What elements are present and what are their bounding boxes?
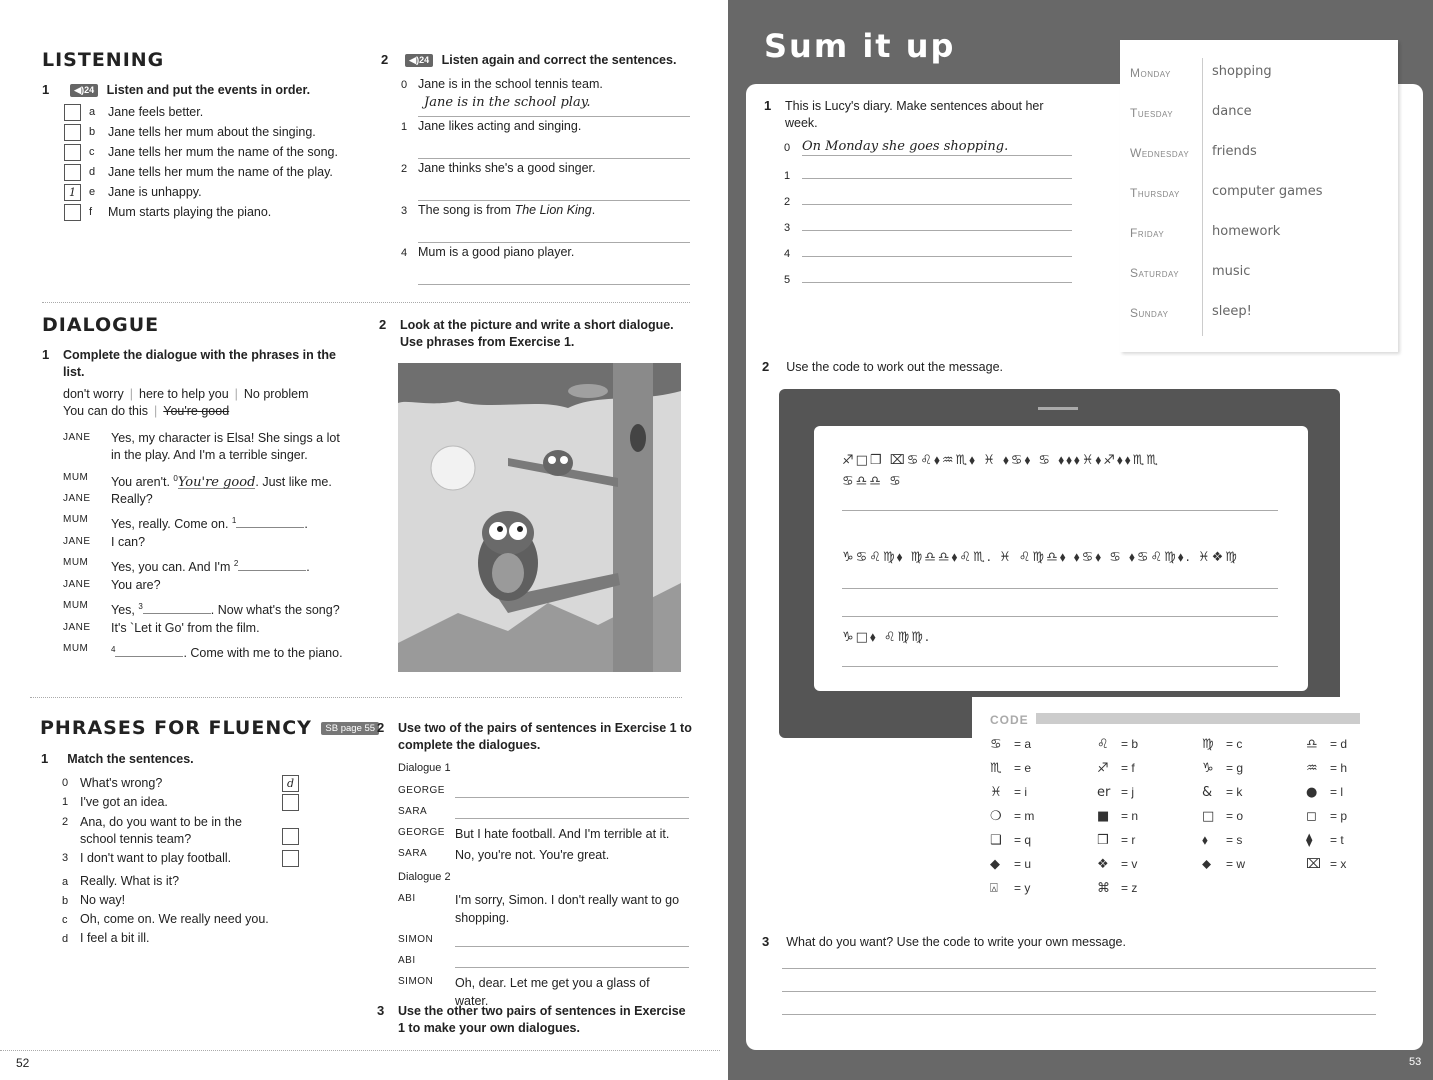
- item-letter: a: [89, 106, 96, 118]
- code-value: = z: [1121, 881, 1138, 895]
- example-answer-line[interactable]: On Monday she goes shopping.: [802, 139, 1072, 156]
- code-value: = a: [1014, 737, 1032, 751]
- match-answer-box[interactable]: d: [282, 775, 299, 792]
- item-number: 2: [784, 196, 791, 208]
- event-text: Jane is unhappy.: [108, 185, 202, 199]
- item-letter: b: [62, 895, 69, 907]
- item-letter: d: [89, 166, 96, 178]
- phrases-heading: PHRASES FOR FLUENCY: [40, 717, 312, 739]
- code-symbol-icon: ❖: [1097, 857, 1109, 872]
- code-value: = c: [1226, 737, 1243, 751]
- item-number: 0: [62, 777, 69, 789]
- sum-it-up-title: Sum it up: [764, 27, 956, 65]
- own-message-line[interactable]: [782, 991, 1376, 992]
- diary-divider: [1202, 58, 1203, 336]
- code-value: = k: [1226, 785, 1243, 799]
- code-symbol-icon: &: [1202, 785, 1213, 800]
- code-value: = r: [1121, 833, 1136, 847]
- tablet-screen: [814, 426, 1308, 691]
- order-checkbox[interactable]: [64, 124, 81, 141]
- code-entry: [990, 857, 1031, 872]
- diary-activity: music: [1212, 264, 1251, 279]
- speaker-label: ABI: [398, 893, 416, 904]
- dialogue-blank[interactable]: [238, 556, 306, 571]
- code-entry: [1306, 737, 1347, 752]
- speaker-label: JANE: [63, 579, 91, 590]
- event-text: Jane tells her mum the name of the song.: [108, 145, 338, 159]
- code-title: CODE: [990, 713, 1029, 727]
- item-number: 3: [62, 852, 69, 864]
- diary-activity: homework: [1212, 224, 1281, 239]
- code-value: = b: [1121, 737, 1139, 751]
- item-letter: c: [89, 146, 95, 158]
- speaker-label: GEORGE: [398, 785, 445, 796]
- diary-day: Wednesday: [1130, 146, 1190, 160]
- code-symbol-icon: ⌘: [1097, 881, 1110, 896]
- match-answer-box[interactable]: [282, 794, 299, 811]
- correction-line[interactable]: [418, 221, 690, 243]
- match-answer-box[interactable]: [282, 850, 299, 867]
- code-symbol-icon: ■: [1097, 809, 1110, 824]
- diary-activity: dance: [1212, 104, 1252, 119]
- item-number: 4: [784, 248, 791, 260]
- big-owl-icon: [478, 511, 538, 601]
- order-checkbox[interactable]: 1: [64, 184, 81, 201]
- dialogue-text: I'm sorry, Simon. I don't really want to go shopping.: [455, 893, 680, 925]
- correction-line[interactable]: [418, 179, 690, 201]
- tree-trunk: [613, 363, 653, 672]
- listening-ex1-instruction: 1 ◀)24 Listen and put the events in order.: [42, 82, 311, 97]
- code-value: = h: [1330, 761, 1348, 775]
- dialogue-text: It's `Let it Go' from the film.: [111, 621, 260, 635]
- speaker-label: MUM: [63, 557, 89, 568]
- page-number-left: 52: [16, 1056, 30, 1070]
- speaker-label: MUM: [63, 600, 89, 611]
- code-entry: [990, 761, 1031, 776]
- code-symbol-icon: ♓: [990, 785, 1002, 800]
- code-value: = u: [1014, 857, 1032, 871]
- correction-line[interactable]: Jane is in the school play.: [418, 95, 690, 117]
- audio-track-icon[interactable]: ◀)24: [405, 54, 433, 67]
- speaker-label: JANE: [63, 536, 91, 547]
- message-line-2: ♑♋♌♍⬧ ♍♎♎⬧♌♏. ♓ ♌♍♎⬧ ⬧♋⬧ ♋ ⬧♋♌♍⬧. ♓❖♍: [842, 550, 1239, 565]
- code-value: = n: [1121, 809, 1139, 823]
- code-symbol-icon: ♐: [1097, 761, 1109, 776]
- dialogue-ex1-instruction: 1 Complete the dialogue with the phrases in the list.: [42, 347, 336, 379]
- code-value: = w: [1226, 857, 1246, 871]
- footer-divider: [0, 1050, 720, 1051]
- code-entry: [1097, 857, 1137, 872]
- code-entry: [990, 809, 1034, 824]
- speaker-label: MUM: [63, 514, 89, 525]
- sun-icon: [431, 446, 475, 490]
- code-entry: [1097, 833, 1135, 848]
- dialogue-heading: DIALOGUE: [42, 314, 160, 336]
- code-symbol-icon: ♎: [1306, 737, 1318, 752]
- code-value: = o: [1226, 809, 1244, 823]
- dialogue-text: Yes, you can. And I'm $^2$ .: [111, 555, 351, 576]
- dialogue-text: $^4$ . Come with me to the piano.: [111, 641, 351, 662]
- speaker-label: MUM: [63, 643, 89, 654]
- item-letter: c: [62, 914, 68, 926]
- code-symbol-icon: ♌: [1097, 737, 1109, 752]
- dialogue-blank[interactable]: [143, 599, 211, 614]
- dialogue-text: You are?: [111, 578, 161, 592]
- dialogue-text: I can?: [111, 535, 146, 549]
- phrases-ex1-instruction: 1 Match the sentences.: [41, 751, 194, 766]
- order-checkbox[interactable]: [64, 204, 81, 221]
- code-value: = m: [1014, 809, 1035, 823]
- phrase-list: [63, 386, 309, 420]
- code-value: = v: [1121, 857, 1138, 871]
- dialogue-text: No, you're not. You're great.: [455, 848, 610, 862]
- code-value: = e: [1014, 761, 1032, 775]
- code-key: [972, 697, 1382, 909]
- code-entry: [1306, 809, 1347, 824]
- item-letter: a: [62, 876, 69, 888]
- code-entry: [1097, 737, 1138, 752]
- order-checkbox[interactable]: [64, 104, 81, 121]
- own-message-line[interactable]: [782, 1014, 1376, 1015]
- match-sentence: Ana, do you want to be in the school tennis team?: [80, 815, 242, 846]
- owls-picture: [398, 363, 681, 672]
- event-text: Jane feels better.: [108, 105, 204, 119]
- code-value: = t: [1330, 833, 1344, 847]
- code-entry: [1202, 737, 1242, 752]
- speaker-label: SIMON: [398, 934, 434, 945]
- section-divider: [42, 302, 690, 303]
- dialogue-answer-line[interactable]: [455, 797, 689, 798]
- dialogue-text: You aren't. $^0$You're good. Just like me.: [111, 474, 332, 491]
- code-value: = p: [1330, 809, 1348, 823]
- code-value: = i: [1014, 785, 1028, 799]
- item-number: 1: [62, 796, 69, 808]
- code-symbol-icon: ⬥: [1202, 857, 1212, 872]
- dialogue-text: Oh, dear. Let me get you a glass of water.: [455, 976, 650, 1008]
- dialogue-answer-line[interactable]: [455, 818, 689, 819]
- dialogue-blank[interactable]: You're good: [177, 475, 256, 491]
- answer-line[interactable]: [842, 666, 1278, 667]
- dialogue-blank[interactable]: [236, 513, 304, 528]
- phrases-heading-row: [40, 717, 379, 739]
- sentence-text: Mum is a good piano player.: [418, 245, 575, 259]
- message-line-3: ♑□⬧ ♌♍♍.: [842, 630, 932, 645]
- owls-illustration: [398, 363, 681, 672]
- code-entry: [990, 785, 1027, 800]
- sentence-answer-line[interactable]: [802, 230, 1072, 231]
- code-symbol-icon: □: [1202, 809, 1215, 824]
- code-entry: [1202, 857, 1245, 872]
- code-symbol-icon: ⍓: [990, 881, 998, 896]
- dialogue-ex2-instruction: 2 Look at the picture and write a short dialogue. Use phrases from Exercise 1.: [379, 317, 674, 349]
- code-value: = q: [1014, 833, 1032, 847]
- phrase-option: You're good: [163, 404, 230, 418]
- code-entry: [1097, 761, 1135, 776]
- item-number: 4: [401, 247, 408, 259]
- item-number: 3: [784, 222, 791, 234]
- tablet-speaker: [1038, 407, 1078, 410]
- code-value: = l: [1330, 785, 1344, 799]
- dialogue-text: But I hate football. And I'm terrible at it.: [455, 827, 670, 841]
- diary-day: Sunday: [1130, 306, 1169, 320]
- match-response: No way!: [80, 893, 126, 907]
- example-number: 0: [784, 142, 791, 154]
- code-symbol-icon: ◻: [1306, 809, 1317, 824]
- item-number: 0: [401, 79, 408, 91]
- item-letter: e: [89, 186, 96, 198]
- speaker-label: SARA: [398, 806, 428, 817]
- dialogue-text: Yes, really. Come on. $^1$ .: [111, 512, 351, 533]
- code-symbol-icon: er: [1097, 785, 1111, 800]
- sentence-answer-line[interactable]: [802, 204, 1072, 205]
- dialogue-answer-line[interactable]: [455, 946, 689, 947]
- match-response: Really. What is it?: [80, 874, 180, 888]
- code-entry: [1202, 809, 1243, 824]
- diary-activity: sleep!: [1212, 304, 1252, 319]
- code-symbol-icon: ❍: [990, 809, 1002, 824]
- diary-day: Monday: [1130, 66, 1171, 80]
- code-entry: [1097, 809, 1138, 824]
- code-entry: [1202, 785, 1242, 800]
- match-response: Oh, come on. We really need you.: [80, 912, 269, 926]
- correction-line[interactable]: [418, 263, 690, 285]
- page-number-right: 53: [1409, 1056, 1422, 1068]
- event-text: Mum starts playing the piano.: [108, 205, 272, 219]
- message-line-1: ♐□❒ ⌧♋♌⬧♒♏⬧ ♓ ⬧♋⬧ ♋ ⬧⬧⬧♓⬧♐⬧⬧♏♏: [842, 453, 1160, 468]
- code-entry: [1202, 761, 1243, 776]
- diary-day: Thursday: [1130, 186, 1180, 200]
- sum-ex2-instruction: 2 Use the code to work out the message.: [762, 359, 1003, 374]
- code-value: = g: [1226, 761, 1244, 775]
- sentence-text: The song is from The Lion King.: [418, 203, 596, 217]
- dialogue-answer-line[interactable]: [455, 967, 689, 968]
- dialogue-blank[interactable]: [115, 642, 183, 657]
- code-entry: [1202, 833, 1242, 848]
- dialogue1-title: Dialogue 1: [398, 762, 451, 774]
- code-symbol-icon: ♍: [1202, 737, 1214, 752]
- dialogue2-title: Dialogue 2: [398, 871, 451, 883]
- code-symbol-icon: ♒: [1306, 761, 1318, 776]
- item-number: 1: [784, 170, 791, 182]
- section-divider: [30, 697, 682, 698]
- phrase-option: here to help you: [139, 387, 229, 401]
- answer-line[interactable]: [842, 510, 1278, 511]
- item-number: 3: [401, 205, 408, 217]
- phrase-option: You can do this: [63, 404, 149, 418]
- code-value: = s: [1226, 833, 1243, 847]
- listening-heading: LISTENING: [42, 49, 165, 71]
- code-entry: [1306, 761, 1347, 776]
- code-title-bar: [1036, 713, 1360, 724]
- code-value: = y: [1014, 881, 1031, 895]
- match-answer-box[interactable]: [282, 828, 299, 845]
- audio-track-icon[interactable]: ◀)24: [70, 84, 98, 97]
- code-symbol-icon: ❒: [1097, 833, 1109, 848]
- sentence-answer-line[interactable]: [802, 178, 1072, 179]
- code-symbol-icon: ◆: [990, 857, 1000, 872]
- diary-day: Tuesday: [1130, 106, 1174, 120]
- speaker-label: MUM: [63, 472, 89, 483]
- small-owl-icon: [543, 450, 573, 476]
- code-symbol-icon: ⬧: [1202, 833, 1208, 848]
- match-sentence: I don't want to play football.: [80, 851, 232, 865]
- phrases-ex3-instruction: 3 Use the other two pairs of sentences in Exercise 1 to make your own dialogues.: [377, 1003, 686, 1035]
- event-text: Jane tells her mum the name of the play.: [108, 165, 333, 179]
- speaker-label: JANE: [63, 622, 91, 633]
- diary-activity: computer games: [1212, 184, 1323, 199]
- item-number: 2: [401, 163, 408, 175]
- own-message-line[interactable]: [782, 968, 1376, 969]
- nest-icon: [568, 384, 608, 398]
- code-symbol-icon: ⧫: [1306, 833, 1313, 848]
- order-checkbox[interactable]: [64, 164, 81, 181]
- code-symbol-icon: ❑: [990, 833, 1002, 848]
- lucys-diary: [1120, 40, 1398, 352]
- sentence-answer-line[interactable]: [802, 282, 1072, 283]
- phrases-ex2-instruction: 2 Use two of the pairs of sentences in Exercise 1 to complete the dialogues.: [377, 720, 692, 752]
- separator: |: [234, 387, 238, 401]
- dialogue-text: Really?: [111, 492, 153, 506]
- code-entry: [990, 881, 1030, 896]
- phrase-option: No problem: [243, 387, 309, 401]
- message-line-1b: ♋♎♎ ♋: [842, 474, 903, 489]
- code-value: = j: [1121, 785, 1135, 799]
- item-letter: d: [62, 933, 69, 945]
- sb-page-tag: SB page 55: [321, 722, 379, 735]
- answer-line[interactable]: [842, 616, 1278, 617]
- diary-activity: shopping: [1212, 64, 1272, 79]
- separator: |: [129, 387, 133, 401]
- item-letter: f: [89, 206, 93, 218]
- match-response: I feel a bit ill.: [80, 931, 150, 945]
- speaker-label: GEORGE: [398, 827, 445, 838]
- item-letter: b: [89, 126, 96, 138]
- speaker-label: SARA: [398, 848, 428, 859]
- code-entry: [990, 737, 1031, 752]
- sentence-text: Jane thinks she's a good singer.: [418, 161, 596, 175]
- code-value: = f: [1121, 761, 1135, 775]
- separator: |: [154, 404, 158, 418]
- speaker-label: JANE: [63, 493, 91, 504]
- sentence-text: Jane likes acting and singing.: [418, 119, 582, 133]
- listening-ex2-instruction: 2 ◀)24 Listen again and correct the sentences.: [381, 52, 677, 67]
- answer-line[interactable]: [842, 588, 1278, 589]
- code-entry: [1097, 881, 1137, 896]
- code-value: = d: [1330, 737, 1348, 751]
- dialogue-text: Yes, $^3$ . Now what's the song?: [111, 598, 351, 619]
- diary-activity: friends: [1212, 144, 1257, 159]
- item-number: 5: [784, 274, 791, 286]
- sentence-text: Jane is in the school tennis team.: [418, 77, 603, 91]
- item-number: 1: [401, 121, 408, 133]
- sum-ex1-instruction: 1 This is Lucy's diary. Make sentences about her week.: [764, 98, 1044, 130]
- diary-day: Friday: [1130, 226, 1165, 240]
- phrase-option: don't worry: [63, 387, 124, 401]
- ex-number: 1: [42, 82, 50, 97]
- sentence-answer-line[interactable]: [802, 256, 1072, 257]
- diary-day: Saturday: [1130, 266, 1180, 280]
- code-entry: [1306, 833, 1344, 848]
- code-entry: [1306, 785, 1343, 800]
- code-symbol-icon: ●: [1306, 785, 1318, 800]
- order-checkbox[interactable]: [64, 144, 81, 161]
- code-entry: [990, 833, 1031, 848]
- speaker-label: SIMON: [398, 976, 434, 987]
- code-symbol-icon: ♋: [990, 737, 1002, 752]
- correction-line[interactable]: [418, 137, 690, 159]
- code-symbol-icon: ♏: [990, 761, 1002, 776]
- code-symbol-icon: ♑: [1202, 761, 1214, 776]
- code-value: = x: [1330, 857, 1347, 871]
- item-number: 2: [62, 816, 69, 828]
- event-text: Jane tells her mum about the singing.: [108, 125, 316, 139]
- code-symbol-icon: ⌧: [1306, 857, 1321, 872]
- speaker-label: JANE: [63, 432, 91, 443]
- speaker-label: ABI: [398, 955, 416, 966]
- match-sentence: What's wrong?: [80, 776, 163, 790]
- code-entry: [1097, 785, 1134, 800]
- sum-ex3-instruction: 3 What do you want? Use the code to write your own message.: [762, 934, 1126, 949]
- dialogue-text: Yes, my character is Elsa! She sings a lot in the play. And I'm a terrible singer.: [111, 431, 340, 462]
- code-entry: [1306, 857, 1346, 872]
- match-sentence: I've got an idea.: [80, 795, 168, 809]
